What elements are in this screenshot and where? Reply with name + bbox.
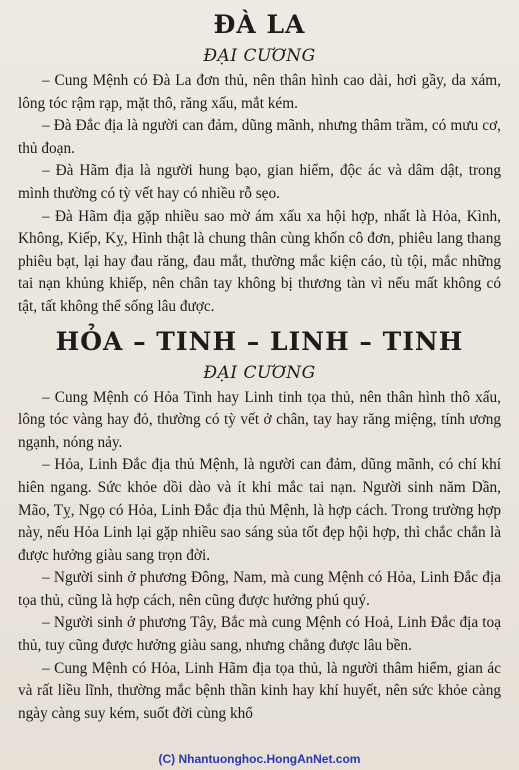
section-subheading: ĐẠI CƯƠNG xyxy=(203,362,316,383)
section-title-da-la: ĐÀ LA xyxy=(213,10,306,39)
paragraph: – Cung Mệnh có Hỏa, Linh Hãm địa tọa thủ, là người thâm hiểm, gian ác và rất liều lĩnh, thường mắc bệnh thần kinh hay khí huyết, nên sức khỏe càng ngày càng suy kém, suốt đời cùng khổ xyxy=(18,659,501,722)
section-title-hoa-linh-tinh: HỎA – TINH – LINH – TINH xyxy=(55,326,464,356)
paragraph: – Hỏa, Linh Đắc địa thủ Mệnh, là người can đảm, dũng mãnh, có chí khí hiên ngang. Sức khỏe dồi dào và ít khi mắc tai nạn. Người sinh năm Dần, Mão, Tỵ, Ngọ có Hỏa, Linh Đắc địa thủ Mệnh, là hợp cách. Trong trường hợp này, nếu Hỏa Linh lại gặp nhiều sao sáng sủa tốt đẹp hội hợp, thì chắc chắn là được hưởng giàu sang trọn đời. xyxy=(18,456,501,564)
paragraph: – Cung Mệnh có Đà La đơn thủ, nên thân hình cao dài, hơi gầy, da xám, lông tóc rậm rạp, mặt thô, răng xấu, mắt kém. xyxy=(18,72,501,112)
paragraph: – Người sinh ở phương Tây, Bắc mà cung Mệnh có Hoả, Linh Đắc địa toạ thủ, tuy cũng được hưởng giàu sang, nhưng chẳng được lâu bền. xyxy=(18,614,501,655)
paragraph: – Cung Mệnh có Hỏa Tinh hay Linh tinh tọa thủ, nên thân hình thô xấu, lông tóc vàng hay đỏ, thường có tỳ vết ở chân, tay hay răng miệng, tính ương ngạnh, nóng nảy. xyxy=(18,388,501,451)
paragraph: – Đà Đắc địa là người can đảm, dũng mãnh, nhưng thâm trầm, có mưu cơ, thủ đoạn. xyxy=(18,117,501,157)
paragraph: – Người sinh ở phương Đông, Nam, mà cung Mệnh có Hỏa, Linh Đắc địa tọa thủ, cũng là hợp cách, nên cũng được hưởng phú quý. xyxy=(18,569,501,609)
paragraph: – Đà Hãm địa là người hung bạo, gian hiểm, độc ác và dâm dật, trong mình thường có tỳ vết hay có nhiều rỗ sẹo. xyxy=(18,162,501,202)
copyright-footer: (C) Nhantuonghoc.HongAnNet.com xyxy=(158,752,361,766)
paragraph: – Đà Hãm địa gặp nhiều sao mờ ám xấu xa hội hợp, nhất là Hỏa, Kình, Không, Kiếp, Kỵ, Hình thật là chung thân cùng khốn cô đơn, phiêu lang thang phiêu bạt, lại hay đau răng, đau mắt, thường mắc kiện cáo, tù tội, mắc những tai nạn khủng khiếp, nên chân tay không bị thương tàn vì nếu mất không có tật, tất không thể sống lâu được. xyxy=(18,207,501,315)
section-subheading: ĐẠI CƯƠNG xyxy=(203,46,316,66)
